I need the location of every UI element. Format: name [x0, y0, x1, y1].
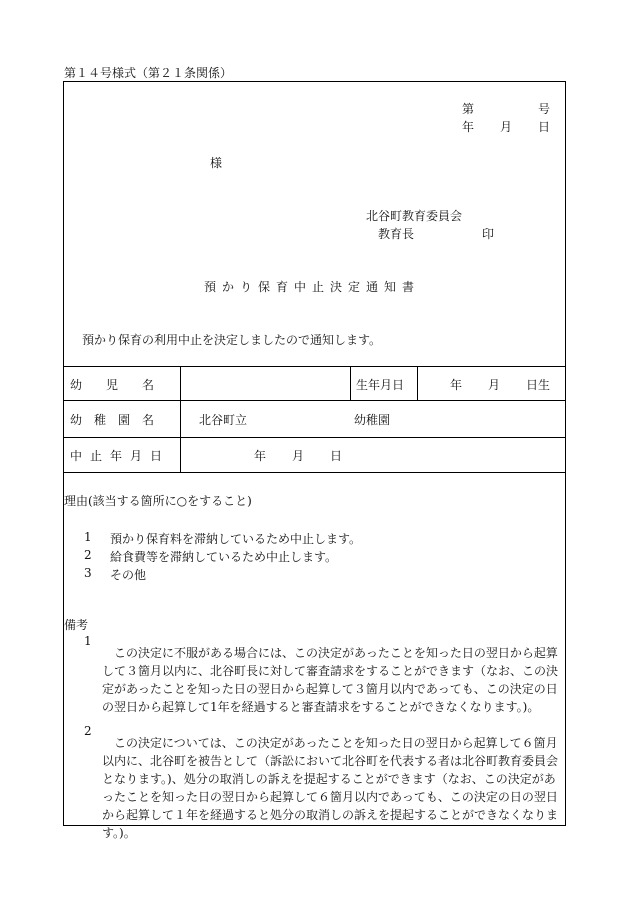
issuer-title: 教育長	[378, 227, 415, 241]
note-item	[84, 722, 562, 854]
issue-date-month: 月	[500, 120, 513, 134]
issue-date-day: 日	[538, 120, 551, 134]
kindergarten-suffix: 幼稚園	[354, 413, 391, 427]
note-item	[84, 632, 562, 728]
reason-item-number: 3	[84, 566, 92, 580]
reason-item-number: 2	[84, 548, 92, 562]
note-item-number: 2	[84, 724, 92, 738]
stop-day-unit: 日	[330, 449, 343, 463]
document-number-prefix: 第	[462, 102, 475, 116]
birth-month-unit: 月	[488, 378, 501, 392]
issue-date-year: 年	[462, 120, 475, 134]
child-name-label: 幼 児 名	[70, 378, 155, 392]
reason-item-number: 1	[84, 530, 92, 544]
document-title: 預かり保育中止決定通知書	[204, 280, 421, 294]
form-number-label: 第１４号様式（第２１条関係）	[64, 66, 233, 80]
note-item-text: この決定に不服がある場合には、この決定があったことを知った日の翌日から起算して３箇月以内に、北谷町長に対して審査請求をすることができます（なお、この決定があったことを知った日の翌日から起算して３箇月以内であっても、この決定の日の翌日から起算して1年を経過すると審査請求をすることができなくなります。)。	[102, 646, 559, 714]
reason-item-text: 預かり保育料を滞納しているため中止します。	[110, 532, 362, 546]
reason-item-text: その他	[110, 568, 147, 582]
note-item-number: 1	[84, 634, 92, 648]
intro-text: 預かり保育の利用中止を決定しましたので通知します。	[82, 333, 382, 347]
issuer-organization: 北谷町教育委員会	[366, 209, 463, 223]
birth-date-label: 生年月日	[356, 378, 405, 392]
reason-item-text: 給食費等を滞納しているため中止します。	[110, 550, 338, 564]
kindergarten-prefix: 北谷町立	[199, 413, 248, 427]
notes-heading: 備考	[64, 618, 89, 632]
birth-year-unit: 年	[450, 378, 463, 392]
document-number-suffix: 号	[538, 102, 551, 116]
birth-day-unit: 日生	[526, 378, 551, 392]
addressee-suffix: 様	[210, 156, 223, 170]
notice-form	[63, 81, 566, 840]
stop-year-unit: 年	[254, 449, 267, 463]
seal-mark: 印	[482, 227, 495, 241]
reason-heading: 理由(該当する箇所に○をすること)	[64, 494, 252, 508]
stop-month-unit: 月	[292, 449, 305, 463]
kindergarten-name-label: 幼 稚 園 名	[70, 413, 155, 427]
stop-date-label: 中止年月日	[70, 449, 171, 463]
note-item-text: この決定については、この決定があったことを知った日の翌日から起算して６箇月以内に、北谷町を被告として（訴訟において北谷町を代表する者は北谷町教育委員会となります。)、処分の取消しの訴えを提起することができます（なお、この決定があったことを知った日の翌日から起算して６箇月以内であっても、この決定の日の翌日から起算して１年を経過すると処分の取消しの訴えを提起することができなくなります。)。	[102, 736, 559, 840]
